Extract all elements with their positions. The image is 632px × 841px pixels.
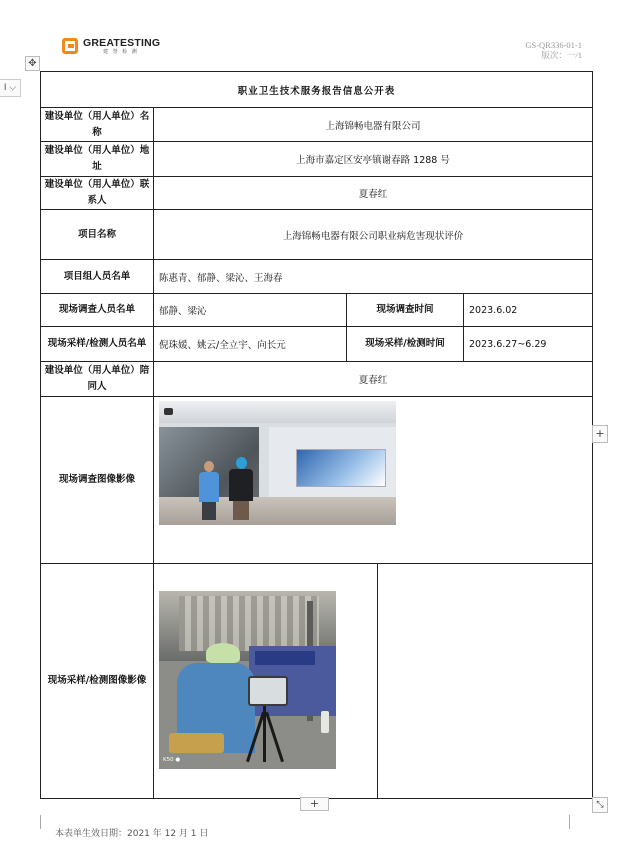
doc-code-text: GS-QR336-01-1: [525, 40, 582, 50]
version-text: 版次：一/1: [541, 50, 582, 60]
sampling-photo-label: 现场采样/检测图像影像: [41, 564, 154, 799]
crop-mark: [26, 815, 41, 829]
add-row-icon[interactable]: +: [300, 797, 329, 811]
survey-photo-cell: [154, 397, 593, 564]
survey-time-label: 现场调查时间: [347, 294, 464, 327]
logo-subtext: 建 誉 检 测: [103, 48, 139, 55]
sampling-staff-label: 现场采样/检测人员名单: [41, 327, 154, 362]
company-logo: [62, 38, 160, 55]
text-cursor-tool-icon[interactable]: I ⌵: [0, 79, 21, 97]
sampling-time-label: 现场采样/检测时间: [347, 327, 464, 362]
table-move-handle-icon[interactable]: ✥: [25, 56, 40, 71]
person-figure: [199, 461, 219, 521]
sampling-photo: [159, 591, 336, 769]
photo-stamp: K50 ●: [163, 757, 181, 763]
add-column-icon[interactable]: +: [592, 425, 608, 443]
effective-date-footer: 本表单生效日期：2021 年 12 月 1 日: [55, 829, 209, 839]
document-code: [525, 40, 582, 60]
info-table: [40, 71, 593, 799]
sampling-staff-value: 倪珠媛、姚云/全立宇、向长元: [154, 327, 347, 362]
team-label: 项目组人员名单: [41, 260, 154, 294]
camera-icon: [164, 408, 173, 415]
team-value: 陈惠青、郁静、梁沁、王海春: [154, 260, 593, 294]
survey-time-value: 2023.6.02: [464, 294, 593, 327]
unit-name-value: 上海锦畅电器有限公司: [154, 108, 593, 142]
sampling-instrument: [248, 676, 288, 706]
unit-contact-value: 夏春红: [154, 177, 593, 210]
sampling-photo-cell: [154, 564, 378, 799]
crop-mark: [569, 815, 584, 829]
person-figure: [229, 457, 253, 521]
survey-staff-value: 郁静、梁沁: [154, 294, 347, 327]
wall-poster: [296, 449, 386, 487]
logo-mark-icon: [62, 38, 78, 54]
unit-address-label: 建设单位（用人单位）地址: [41, 142, 154, 177]
unit-name-label: 建设单位（用人单位）名称: [41, 108, 154, 142]
project-name-value: 上海锦畅电器有限公司职业病危害现状评价: [154, 210, 593, 260]
unit-address-value: 上海市嘉定区安亭镇谢春路 1288 号: [154, 142, 593, 177]
survey-staff-label: 现场调查人员名单: [41, 294, 154, 327]
unit-contact-label: 建设单位（用人单位）联系人: [41, 177, 154, 210]
project-name-label: 项目名称: [41, 210, 154, 260]
table-title: 职业卫生技术服务报告信息公开表: [41, 72, 593, 108]
sampling-time-value: 2023.6.27~6.29: [464, 327, 593, 362]
logo-text: GREATESTING: [83, 37, 161, 49]
escort-label: 建设单位（用人单位）陪同人: [41, 362, 154, 397]
empty-photo-cell: [378, 564, 593, 799]
survey-photo-label: 现场调查图像影像: [41, 397, 154, 564]
table-resize-icon[interactable]: ⤡: [592, 797, 608, 813]
survey-photo: [159, 401, 396, 525]
escort-value: 夏春红: [154, 362, 593, 397]
